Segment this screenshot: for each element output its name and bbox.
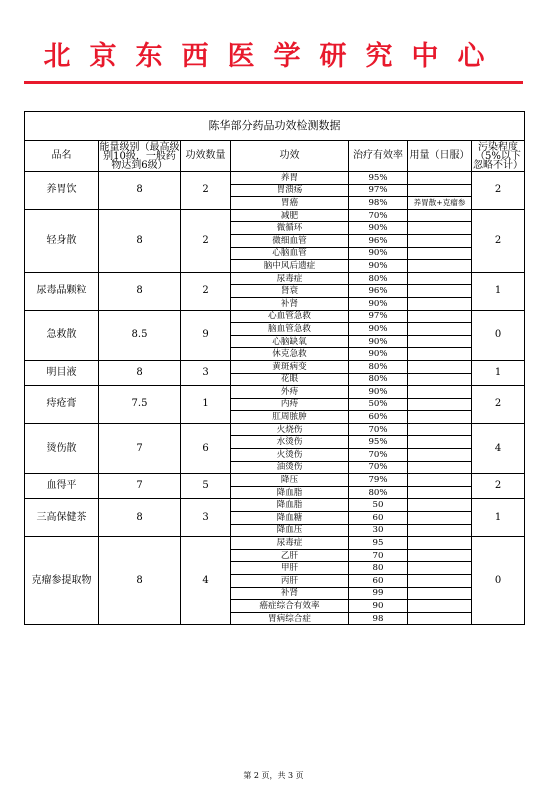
rate-cell: 90% xyxy=(349,348,408,361)
effect-count: 4 xyxy=(181,537,231,625)
effect-cell: 微循环 xyxy=(231,222,349,235)
rate-cell: 90% xyxy=(349,260,408,273)
rate-cell: 90% xyxy=(349,386,408,399)
rate-cell: 50 xyxy=(349,499,408,512)
dose-cell xyxy=(408,575,472,588)
dose-cell xyxy=(408,600,472,613)
efficacy-table xyxy=(24,111,525,625)
effect-cell: 尿毒症 xyxy=(231,272,349,285)
pollution-level: 2 xyxy=(472,386,525,424)
dose-cell xyxy=(408,612,472,625)
dose-cell xyxy=(408,461,472,474)
effect-count: 3 xyxy=(181,360,231,385)
dose-cell xyxy=(408,512,472,525)
dose-cell xyxy=(408,360,472,373)
effect-count: 2 xyxy=(181,209,231,272)
table-row xyxy=(25,386,525,399)
rate-cell: 60 xyxy=(349,512,408,525)
dose-cell xyxy=(408,310,472,323)
effect-cell: 降压 xyxy=(231,474,349,487)
product-name: 烫伤散 xyxy=(25,423,99,473)
product-name: 尿毒晶颗粒 xyxy=(25,272,99,310)
dose-cell xyxy=(408,436,472,449)
rate-cell: 95% xyxy=(349,436,408,449)
effect-cell: 水烫伤 xyxy=(231,436,349,449)
rate-cell: 95% xyxy=(349,172,408,185)
rate-cell: 80 xyxy=(349,562,408,575)
effect-cell: 外痔 xyxy=(231,386,349,399)
dose-cell xyxy=(408,386,472,399)
col-count-header: 功效数量 xyxy=(181,141,231,172)
table-row xyxy=(25,272,525,285)
rate-cell: 79% xyxy=(349,474,408,487)
dose-cell xyxy=(408,172,472,185)
effect-count: 6 xyxy=(181,423,231,473)
col-effect-header: 功效 xyxy=(231,141,349,172)
effect-cell: 癌症综合有效率 xyxy=(231,600,349,613)
page-number: 第 2 页，共 3 页 xyxy=(243,771,304,780)
column-header-row xyxy=(25,141,525,172)
effect-cell: 养胃 xyxy=(231,172,349,185)
rate-cell: 60 xyxy=(349,575,408,588)
table-row xyxy=(25,310,525,323)
effect-cell: 花眼 xyxy=(231,373,349,386)
dose-cell xyxy=(408,222,472,235)
col-energy-header: 能量级别（最高级别10级，一般药物达到6级） xyxy=(99,141,180,171)
rate-cell: 90% xyxy=(349,247,408,260)
effect-cell: 甲肝 xyxy=(231,562,349,575)
effect-cell: 肛周脓肿 xyxy=(231,411,349,424)
rate-cell: 98% xyxy=(349,197,408,210)
pollution-level: 1 xyxy=(472,272,525,310)
dose-cell xyxy=(408,247,472,260)
table-row xyxy=(25,360,525,373)
dose-cell xyxy=(408,234,472,247)
effect-cell: 黄斑病变 xyxy=(231,360,349,373)
rate-cell: 60% xyxy=(349,411,408,424)
energy-level: 8 xyxy=(99,537,181,625)
pollution-level: 0 xyxy=(472,310,525,360)
rate-cell: 70% xyxy=(349,209,408,222)
table-row xyxy=(25,537,525,550)
product-name: 轻身散 xyxy=(25,209,99,272)
pollution-level: 0 xyxy=(472,537,525,625)
rate-cell: 95 xyxy=(349,537,408,550)
energy-level: 7.5 xyxy=(99,386,181,424)
energy-level: 8 xyxy=(99,209,181,272)
rate-cell: 80% xyxy=(349,272,408,285)
rate-cell: 70% xyxy=(349,461,408,474)
rate-cell: 80% xyxy=(349,486,408,499)
effect-cell: 脑血管急救 xyxy=(231,323,349,336)
dose-cell xyxy=(408,323,472,336)
rate-cell: 97% xyxy=(349,184,408,197)
dose-cell xyxy=(408,587,472,600)
dose-cell xyxy=(408,335,472,348)
dose-cell xyxy=(408,184,472,197)
col-dose-header: 用量（日服） xyxy=(408,141,472,172)
dose-cell xyxy=(408,499,472,512)
product-name: 急救散 xyxy=(25,310,99,360)
rate-cell: 30 xyxy=(349,524,408,537)
energy-level: 8 xyxy=(99,360,181,385)
rate-cell: 90 xyxy=(349,600,408,613)
effect-cell: 补肾 xyxy=(231,297,349,310)
table-row xyxy=(25,172,525,185)
institute-title: 北京东西医学研究中心 xyxy=(43,41,504,72)
dose-cell xyxy=(408,260,472,273)
dose-cell xyxy=(408,449,472,462)
dose-cell xyxy=(408,297,472,310)
rate-cell: 90% xyxy=(349,335,408,348)
dose-cell xyxy=(408,474,472,487)
table-title-row xyxy=(25,112,525,141)
effect-cell: 降血糖 xyxy=(231,512,349,525)
dose-cell xyxy=(408,537,472,550)
energy-level: 7 xyxy=(99,474,181,499)
col-rate-header: 治疗有效率 xyxy=(349,141,408,172)
rate-cell: 70% xyxy=(349,449,408,462)
table-row xyxy=(25,499,525,512)
effect-cell: 丙肝 xyxy=(231,575,349,588)
table-row xyxy=(25,209,525,222)
effect-count: 5 xyxy=(181,474,231,499)
product-name: 血得平 xyxy=(25,474,99,499)
pollution-level: 1 xyxy=(472,360,525,385)
effect-cell: 心脑缺氧 xyxy=(231,335,349,348)
effect-cell: 心血管急救 xyxy=(231,310,349,323)
pollution-level: 4 xyxy=(472,423,525,473)
dose-cell xyxy=(408,398,472,411)
effect-cell: 火烧伤 xyxy=(231,423,349,436)
effect-cell: 补肾 xyxy=(231,587,349,600)
effect-cell: 肾衰 xyxy=(231,285,349,298)
dose-cell xyxy=(408,209,472,222)
dose-cell xyxy=(408,285,472,298)
effect-cell: 休克急救 xyxy=(231,348,349,361)
dose-cell xyxy=(408,411,472,424)
pollution-level: 2 xyxy=(472,474,525,499)
effect-cell: 减肥 xyxy=(231,209,349,222)
dose-cell xyxy=(408,373,472,386)
header-rule xyxy=(24,81,523,84)
effect-cell: 尿毒症 xyxy=(231,537,349,550)
dose-cell xyxy=(408,562,472,575)
energy-level: 8 xyxy=(99,272,181,310)
product-name: 痔疮膏 xyxy=(25,386,99,424)
rate-cell: 96% xyxy=(349,234,408,247)
table-row xyxy=(25,423,525,436)
energy-level: 8 xyxy=(99,172,181,210)
effect-count: 2 xyxy=(181,272,231,310)
rate-cell: 80% xyxy=(349,373,408,386)
rate-cell: 97% xyxy=(349,310,408,323)
effect-count: 9 xyxy=(181,310,231,360)
effect-cell: 降血压 xyxy=(231,524,349,537)
effect-cell: 胃溃疡 xyxy=(231,184,349,197)
pollution-level: 2 xyxy=(472,209,525,272)
dose-cell xyxy=(408,524,472,537)
rate-cell: 90% xyxy=(349,323,408,336)
product-name: 明目液 xyxy=(25,360,99,385)
rate-cell: 70% xyxy=(349,423,408,436)
effect-cell: 油烫伤 xyxy=(231,461,349,474)
effect-cell: 降血脂 xyxy=(231,486,349,499)
effect-cell: 心脑血管 xyxy=(231,247,349,260)
product-name: 克瘤参提取物 xyxy=(25,537,99,625)
rate-cell: 50% xyxy=(349,398,408,411)
rate-cell: 98 xyxy=(349,612,408,625)
effect-count: 1 xyxy=(181,386,231,424)
effect-cell: 内痔 xyxy=(231,398,349,411)
effect-count: 3 xyxy=(181,499,231,537)
product-name: 三高保健茶 xyxy=(25,499,99,537)
effect-count: 2 xyxy=(181,172,231,210)
dose-cell xyxy=(408,486,472,499)
col-name-header: 品名 xyxy=(25,141,99,172)
rate-cell: 99 xyxy=(349,587,408,600)
pollution-level: 1 xyxy=(472,499,525,537)
rate-cell: 80% xyxy=(349,360,408,373)
energy-level: 8 xyxy=(99,499,181,537)
effect-cell: 乙肝 xyxy=(231,549,349,562)
effect-cell: 胃病综合症 xyxy=(231,612,349,625)
energy-level: 7 xyxy=(99,423,181,473)
energy-level: 8.5 xyxy=(99,310,181,360)
dose-cell xyxy=(408,348,472,361)
dose-cell: 养胃散+克瘤参 xyxy=(408,197,472,210)
rate-cell: 90% xyxy=(349,222,408,235)
rate-cell: 70 xyxy=(349,549,408,562)
rate-cell: 90% xyxy=(349,297,408,310)
table-title: 陈华部分药品功效检测数据 xyxy=(25,112,525,141)
effect-cell: 脑中风后遗症 xyxy=(231,260,349,273)
dose-cell xyxy=(408,423,472,436)
pollution-level: 2 xyxy=(472,172,525,210)
effect-cell: 胃癌 xyxy=(231,197,349,210)
dose-cell xyxy=(408,549,472,562)
col-pollution-header: 污染程度（5%以下忽略不计） xyxy=(473,141,523,171)
dose-cell xyxy=(408,272,472,285)
rate-cell: 96% xyxy=(349,285,408,298)
effect-cell: 降血脂 xyxy=(231,499,349,512)
table-row xyxy=(25,474,525,487)
effect-cell: 微细血管 xyxy=(231,234,349,247)
effect-cell: 火烫伤 xyxy=(231,449,349,462)
product-name: 养胃饮 xyxy=(25,172,99,210)
